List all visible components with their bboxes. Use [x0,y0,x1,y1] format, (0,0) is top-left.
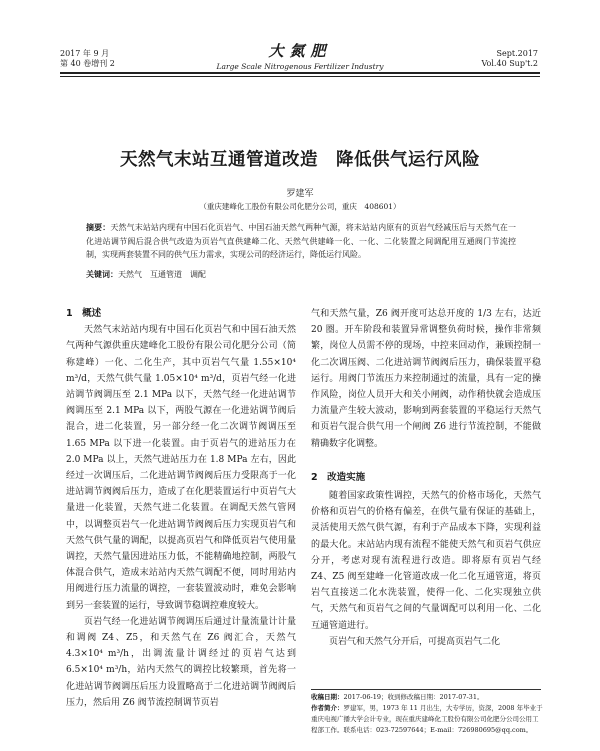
body-paragraph: 气和天然气量，Z6 阀开度可达总开度的 1/3 左右，达近 20 圈。开车阶段和装置异常调整负荷时候，操作非常频繁，岗位人员需不停的现场，中控来回动作，兼顾控制一化二次调压阀、二化进站调节阀阀后压力，确保装置平稳运行。用阀门节流压力来控制通过的流量，具有一定的操作风险，岗位人员开大和关小闸阀，动作稍快就会造成压力流量产生较大波动，影响到两套装置的平稳运行天然气和页岩气混合供气用一个闸阀 Z6 进行节流控制，不能做精确数字化调整。 [311,309,541,449]
body-paragraph: 页岩气经一化进站调节阀调压后通过计量流量计计量和调阀 Z4、Z5，和天然气在 Z6 阀汇合，天然气 4.3×10⁴ m³/h，出调流量计调经过的页岩气达到 6.5×10⁴ m³/h，站内天然气的调控比较繁琐，首先将一化进站调节阀调压后压力设置略高于二化进站调节阀阀后压力，然后用 Z6 阀节流控制调节页岩 [66,616,296,708]
footnote-rule [311,689,541,690]
footnote-bio [311,703,543,736]
header-volume: 第 40 卷增刊 2 [60,59,115,68]
body-paragraph: 随着国家政策性调控，天然气的价格市场化，天然气价格和页岩气的价格有偏差，在供气量有保证的基础上，灵活使用天然气供气源，有利于产品成本下降，实现利益的最大化。末站站内现有流程不能使天然气和页岩气供应分开，考虑对现有流程进行改造。即将原有页岩气经 Z4、Z5 阀至建峰一化管道改成一化二化互通管道，将页岩气直接送二化水洗装置，使得一化、二化实现独立供气，天然气和页岩气之间的气量调配可以利用一化、二化互通管道进行。 [311,491,541,631]
journal-subtitle: Large Scale Nitrogenous Fertilizer Industry [216,62,384,71]
journal-masthead [210,40,390,71]
header-volume-en: Vol.40 Sup't.2 [481,59,538,68]
footnote-received [311,692,543,703]
abstract [86,221,516,262]
keywords-label: 关键词： [86,269,118,279]
body-paragraph: 天然气末站站内现有中国石化页岩气和中国石油天然气两种气源供重庆建峰化工股份有限公司化肥分公司（简称建峰）一化、二化生产，其中页岩气气量 1.55×10⁴ m³/d，天然气供气量 1.05×10⁴ m³/d，页岩气经一化进站调节阀调压至 2.1 MPa 以下，天然气经一化进站调节阀调压至 2.1 MPa 以下，两股气源在一化进站调节阀后混合，进二化装置，另一部分经一化二次调节阀调压至 1.65 MPa 以下进一化装置。由于页岩气的进站压力在 2.0 MPa 以上，天然气进站压力在 1.8 MPa 左右，因此经过一次调压后，二化进站调节阀阀后压力受限高于一化进站调节阀阀后压力，造成了在化肥装置运行中页岩气大量进一化装置，天然气进二化装置。在调配天然气管网中，以调整页岩气一化进站调节阀阀后压力实现页岩气和天然气供气量的调配，以提高页岩气和降低页岩气使用量调控，天然气量因进站压力低，不能精确地控制，两股气体混合供气，造成末站站内天然气调配不便，同时用站内用阀进行压力流量的调控，一套装置波动时，难免会影响到另一套装置的运行，导致调节稳调控难度较大。 [66,325,296,611]
abstract-label: 摘要： [86,222,111,232]
bio-label: 作者简介： [311,704,344,712]
bio-text: 罗建军，男，1973 年 11 月出生，大专学历，资深，2008 年毕业于重庆电视广播大学会计专业，现在重庆建峰化工股份有限公司化肥分公司公用工程部工作。联系电话：023-72597644；E-mail：726980695@qq.com。 [311,704,543,734]
section-heading-overview: 1 概述 [66,308,102,319]
keywords-text: 天然气 互通管道 调配 [118,270,206,279]
header-right [482,49,538,69]
article-author: 罗建军 [286,189,314,199]
author-affiliation: （重庆建峰化工股份有限公司化肥分公司，重庆 408601） [199,202,401,211]
article-title: 天然气末站互通管道改造 降低供气运行风险 [120,150,480,170]
abstract-text: 天然气末站站内现有中国石化页岩气、中国石油天然气两种气源，将末站站内原有的页岩气经减压后与天然气在一化进站调节阀后混合供气改造为页岩气直供建峰二化、天然气供建峰一化、一化、二化装置之间调配用互通阀门节流控制，实现两套装置不同的供气压力需求，实现公司的经济运行，降低运行风险。 [86,223,517,259]
body-paragraph: 页岩气和天然气分开后，可提高页岩气二化 [329,636,501,647]
header-left [60,49,115,69]
header-rule-thick [60,72,540,74]
journal-logo: 大氮肥 [268,42,332,60]
header-date: 2017 年 9 月 [60,49,110,58]
body-column-right [311,306,541,650]
received-label: 收稿日期： [311,693,344,701]
section-heading-implementation: 2 改造实施 [311,471,366,483]
footnote [311,692,543,736]
header-rule-thin [60,76,540,77]
body-column-left [66,306,296,711]
received-dates: 2017-06-19；收到修改稿日期：2017-07-31。 [343,693,484,701]
keywords [86,269,516,280]
header-date-en: Sept.2017 [496,49,538,58]
